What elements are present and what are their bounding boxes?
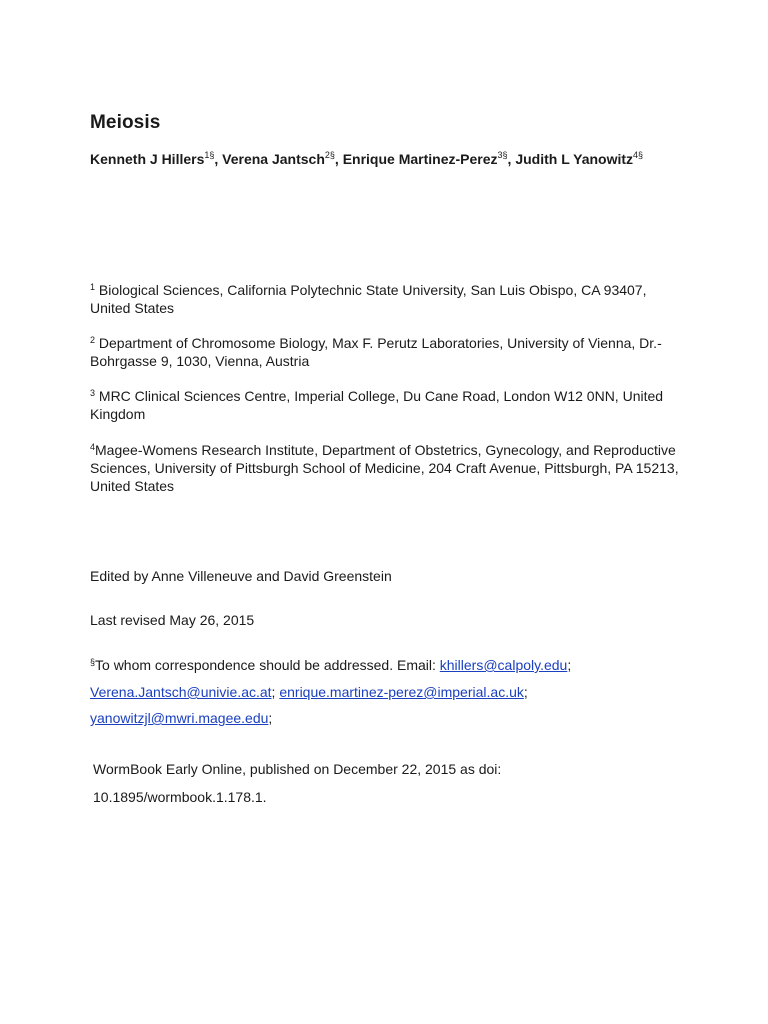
- correspondence-text: To whom correspondence should be addressed. Email:: [95, 657, 440, 673]
- affiliation-number: 2: [90, 335, 96, 345]
- author-name: Judith L Yanowitz: [515, 151, 634, 167]
- affiliation-3: [90, 387, 680, 423]
- correspondence-line-3: [90, 709, 272, 727]
- affiliation-2: [90, 334, 680, 370]
- email-link-hillers[interactable]: khillers@calpoly.edu: [439, 657, 568, 673]
- author-affiliation-mark: 1§: [204, 150, 215, 160]
- author-separator: ,: [334, 151, 343, 167]
- author-name: Kenneth J Hillers: [90, 151, 205, 167]
- email-link-martinez-perez[interactable]: enrique.martinez-perez@imperial.ac.uk: [279, 684, 524, 700]
- affiliation-text: Department of Chromosome Biology, Max F. Perutz Laboratories, University of Vienna, Dr.-Bohrgasse 9, 1030, Vienna, Austria: [90, 335, 662, 369]
- affiliation-text: MRC Clinical Sciences Centre, Imperial College, Du Cane Road, London W12 0NN, United Kingdom: [90, 388, 664, 422]
- email-separator: ;: [523, 684, 528, 700]
- author-affiliation-mark: 3§: [497, 150, 508, 160]
- author-affiliation-mark: 4§: [633, 150, 644, 160]
- author-name: Enrique Martinez-Perez: [342, 151, 498, 167]
- correspondence-symbol: §: [90, 657, 96, 667]
- document-title: Meiosis: [90, 112, 161, 133]
- email-link-jantsch[interactable]: Verena.Jantsch@univie.ac.at: [90, 684, 272, 700]
- author-list: [90, 147, 650, 172]
- affiliation-number: 1: [90, 282, 96, 292]
- publication-doi: 10.1895/wormbook.1.178.1.: [93, 789, 267, 805]
- author-separator: ,: [507, 151, 516, 167]
- email-separator: ;: [567, 657, 572, 673]
- affiliation-text: Biological Sciences, California Polytechnic State University, San Luis Obispo, CA 93407, United States: [90, 282, 647, 316]
- correspondence-line-2: [90, 683, 528, 701]
- author-separator: ,: [214, 151, 223, 167]
- email-separator: ;: [268, 710, 273, 726]
- affiliation-text: Magee-Womens Research Institute, Department of Obstetrics, Gynecology, and Reproductive Sciences, University of Pittsburgh School of Medicine, 204 Craft Avenue, Pittsburgh, PA 15213, United States: [90, 442, 679, 494]
- affiliation-4: [90, 441, 680, 495]
- affiliation-1: [90, 281, 680, 317]
- email-separator: ;: [271, 684, 276, 700]
- correspondence-line: [90, 656, 571, 674]
- last-revised: Last revised May 26, 2015: [90, 612, 255, 628]
- author-name: Verena Jantsch: [222, 151, 325, 167]
- publication-info: WormBook Early Online, published on December 22, 2015 as doi:: [93, 761, 502, 777]
- author-affiliation-mark: 2§: [324, 150, 335, 160]
- affiliation-number: 3: [90, 388, 96, 398]
- edited-by: Edited by Anne Villeneuve and David Greenstein: [90, 568, 392, 584]
- affiliation-number: 4: [90, 442, 96, 452]
- email-link-yanowitz[interactable]: yanowitzjl@mwri.magee.edu: [90, 710, 269, 726]
